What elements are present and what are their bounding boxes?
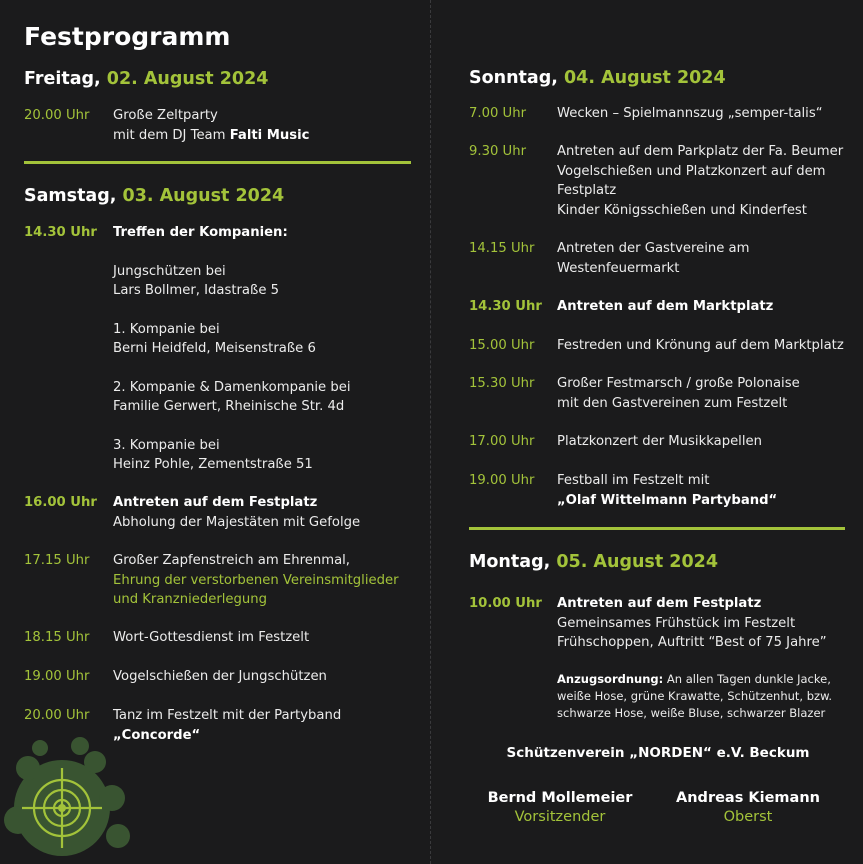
company-line: Jungschützen bei	[113, 263, 226, 279]
day-name: Montag,	[469, 552, 551, 572]
entry-text	[557, 471, 777, 510]
section-divider	[469, 527, 845, 530]
entry-line: Vogelschießen und Platzkonzert auf dem	[557, 163, 826, 179]
entry-time: 7.00 Uhr	[469, 106, 526, 121]
entry-time: 14.30 Uhr	[24, 225, 97, 240]
entry-text: Platzkonzert der Musikkapellen	[557, 434, 762, 449]
entry-line: mit den Gastvereinen zum Festzelt	[557, 395, 788, 411]
band-name: „Concorde“	[113, 727, 201, 743]
signature-role: Oberst	[723, 809, 773, 825]
entry-line-text: mit dem DJ Team	[113, 127, 230, 143]
entry-text	[113, 493, 360, 532]
day-heading-monday	[469, 552, 718, 572]
entry-line: Festplatz	[557, 183, 617, 198]
entry-text	[557, 374, 800, 413]
entry-heading: Antreten auf dem Festplatz	[113, 495, 318, 510]
signature-name: Bernd Mollemeier	[487, 790, 633, 806]
page-fold	[430, 0, 431, 864]
entry-text: Antreten auf dem Marktplatz	[557, 299, 774, 314]
day-date: 02. August 2024	[106, 69, 269, 89]
dress-code-text: An allen Tagen dunkle Jacke,	[663, 672, 831, 686]
entry-text	[557, 594, 827, 653]
company-line: 3. Kompanie bei	[113, 437, 220, 453]
day-date: 04. August 2024	[564, 68, 726, 88]
company-address: Berni Heidfeld, Meisenstraße 6	[113, 341, 316, 356]
dress-code-line: schwarze Hose, weiße Bluse, schwarzer Blazer	[557, 706, 826, 720]
day-heading-saturday	[24, 186, 284, 206]
day-name: Sonntag,	[469, 68, 558, 88]
page-title: Festprogramm	[24, 22, 231, 51]
entry-time: 15.00 Uhr	[469, 338, 535, 353]
entry-time: 15.30 Uhr	[469, 376, 535, 391]
entry-time: 20.00 Uhr	[24, 708, 90, 723]
entry-time: 10.00 Uhr	[469, 596, 542, 611]
band-name: „Olaf Wittelmann Partyband“	[557, 492, 778, 508]
entry-line: Antreten der Gastvereine am	[557, 241, 750, 256]
signature-role: Vorsitzender	[514, 809, 606, 825]
club-name: Schützenverein „NORDEN“ e.V. Beckum	[506, 745, 810, 761]
entry-time: 19.00 Uhr	[469, 473, 535, 488]
entry-line: Abholung der Majestäten mit Gefolge	[113, 514, 361, 530]
entry-heading: Treffen der Kompanien:	[113, 225, 288, 240]
company-address: Heinz Pohle, Zementstraße 51	[113, 457, 313, 472]
day-date: 03. August 2024	[122, 186, 285, 206]
entry-line: Kinder Königsschießen und Kinderfest	[557, 202, 807, 218]
dress-code	[557, 671, 832, 722]
entry-text	[113, 706, 341, 745]
day-heading-friday	[24, 69, 268, 89]
entry-line-highlight: Ehrung der verstorbenen Vereinsmitglieder	[113, 572, 399, 588]
entry-line: Frühschoppen, Auftritt “Best of 75 Jahre”	[557, 635, 827, 650]
entry-line: Großer Zapfenstreich am Ehrenmal,	[113, 553, 351, 568]
entry-text: Vogelschießen der Jungschützen	[113, 669, 327, 684]
company-address: Familie Gerwert, Rheinische Str. 4d	[113, 399, 345, 414]
signature-chairman	[470, 789, 650, 827]
entry-text	[113, 223, 351, 475]
entry-text: Wort-Gottesdienst im Festzelt	[113, 630, 310, 645]
entry-line	[113, 126, 309, 146]
entry-line: Westenfeuermarkt	[557, 260, 680, 276]
day-name: Freitag,	[24, 69, 101, 89]
signature-name: Andreas Kiemann	[676, 790, 820, 806]
dj-team-name: Falti Music	[229, 127, 310, 143]
entry-time: 14.30 Uhr	[469, 299, 542, 314]
company-line: 2. Kompanie & Damenkompanie bei	[113, 379, 351, 395]
entry-line: Tanz im Festzelt mit der Partyband	[113, 708, 342, 723]
entry-time: 17.00 Uhr	[469, 434, 535, 449]
signature-colonel	[658, 789, 838, 827]
entry-heading: Antreten auf dem Festplatz	[557, 596, 762, 611]
entry-time: 17.15 Uhr	[24, 553, 90, 568]
entry-text	[113, 106, 309, 145]
entry-time: 18.15 Uhr	[24, 630, 90, 645]
company-address: Lars Bollmer, Idastraße 5	[113, 283, 280, 298]
entry-line: Antreten auf dem Parkplatz der Fa. Beumer	[557, 144, 844, 159]
dress-code-line	[557, 671, 832, 688]
entry-time: 19.00 Uhr	[24, 669, 90, 684]
entry-time: 14.15 Uhr	[469, 241, 535, 256]
day-date: 05. August 2024	[556, 552, 719, 572]
dress-code-label: Anzugsordnung:	[557, 672, 664, 686]
entry-line: Großer Festmarsch / große Polonaise	[557, 376, 800, 391]
entry-time: 16.00 Uhr	[24, 495, 97, 510]
entry-text	[557, 239, 750, 278]
entry-text: Wecken – Spielmannszug „semper-talis“	[557, 106, 823, 121]
day-heading-sunday	[469, 68, 726, 88]
entry-time: 20.00 Uhr	[24, 108, 90, 123]
entry-text	[557, 142, 843, 220]
company-line: 1. Kompanie bei	[113, 321, 220, 337]
entry-line-highlight: und Kranzniederlegung	[113, 592, 267, 607]
entry-text: Festreden und Krönung auf dem Marktplatz	[557, 338, 844, 353]
entry-time: 9.30 Uhr	[469, 144, 526, 159]
target-crosshair-icon	[0, 728, 140, 864]
entry-text	[113, 551, 399, 610]
day-name: Samstag,	[24, 186, 117, 206]
entry-line: Festball im Festzelt mit	[557, 473, 710, 488]
entry-line: Große Zeltparty	[113, 108, 218, 123]
section-divider	[24, 161, 411, 164]
entry-line: Gemeinsames Frühstück im Festzelt	[557, 615, 796, 631]
dress-code-line: weiße Hose, grüne Krawatte, Schützenhut, bzw.	[557, 689, 833, 703]
